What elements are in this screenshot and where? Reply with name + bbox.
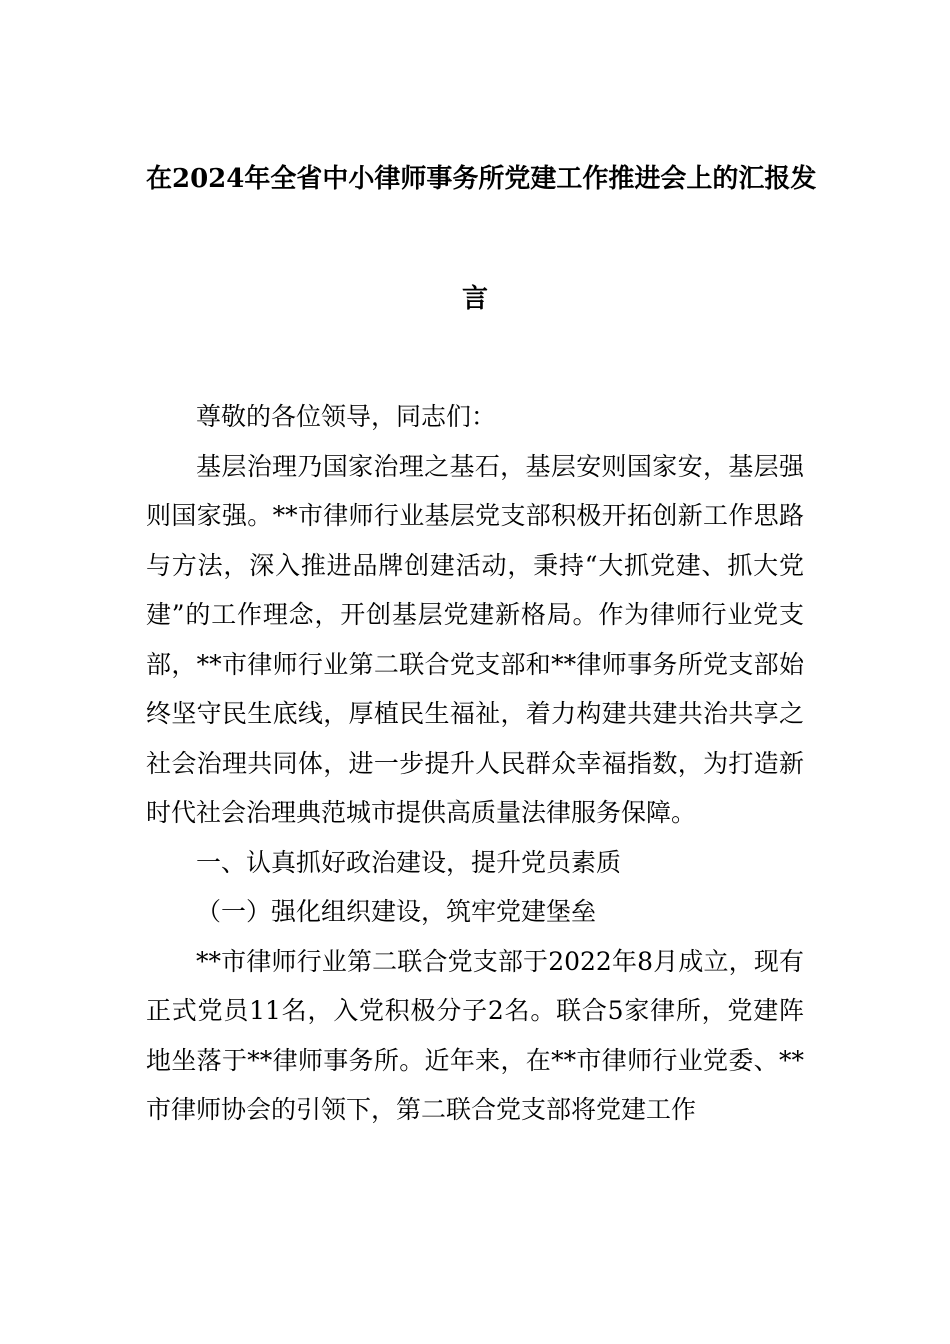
- salutation-paragraph: 尊敬的各位领导，同志们：: [196, 402, 497, 431]
- body-paragraph: **市律师行业第二联合党支部于2022年8月成立，现有正式党员11名，入党积极分子2名。联合5家律所，党建阵地坐落于**律师事务所。近年来，在**市律师行业党委、**市律师协会的引领下，第二联合党支部将党建工作: [146, 946, 804, 1124]
- document-title-line-1: 在2024年全省中小律师事务所党建工作推进会上的汇报发: [146, 164, 817, 194]
- section-heading: 一、认真抓好政治建设，提升党员素质: [196, 847, 622, 877]
- document-body: [146, 392, 804, 1135]
- subsection-heading: （一）强化组织建设，筑牢党建堡垒: [196, 897, 597, 926]
- document-title-line-2: 言: [461, 284, 488, 314]
- intro-paragraph: 基层治理乃国家治理之基石，基层安则国家安，基层强则国家强。**市律师行业基层党支部积极开拓创新工作思路与方法，深入推进品牌创建活动，秉持“大抓党建、抓大党建”的工作理念，开创基层党建新格局。作为律师行业党支部，**市律师行业第二联合党支部和**律师事务所党支部始终坚守民生底线，厚植民生福祉，着力构建共建共治共享之社会治理共同体，进一步提升人民群众幸福指数，为打造新时代社会治理典范城市提供高质量法律服务保障。: [146, 451, 804, 827]
